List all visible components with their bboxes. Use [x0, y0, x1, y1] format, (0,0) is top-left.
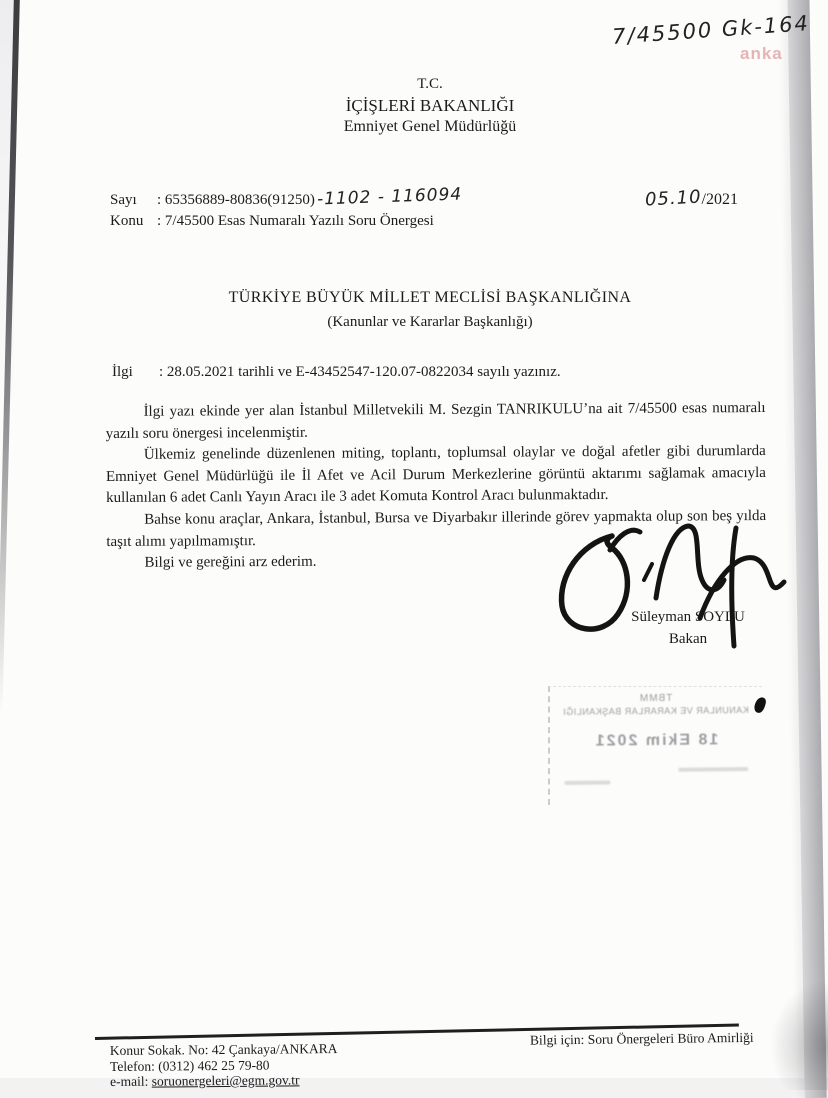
footer-email: soruonergeleri@egm.gov.tr	[151, 1072, 300, 1089]
sayi-label: Sayı	[110, 192, 137, 208]
document-date	[645, 188, 738, 209]
recipient-subtitle: (Kanunlar ve Kararlar Başkanlığı)	[327, 314, 533, 330]
stamp-department: KANUNLAR VE KARARLAR BAŞKANLIĞI	[562, 705, 749, 717]
received-stamp-text	[549, 686, 762, 785]
letterhead-ministry: İÇİŞLERİ BAKANLIĞI	[345, 96, 515, 115]
recipient	[60, 286, 800, 334]
stamp-illegible-line-1	[678, 767, 748, 772]
sayi-row	[110, 184, 463, 211]
signer-title: Bakan	[668, 631, 708, 647]
stamp-date: 18 Ekim 2021	[593, 731, 719, 750]
handwritten-top-note: 7/45500 Gk-164	[611, 11, 811, 49]
scan-edge-right	[787, 0, 826, 1098]
footer-address: Konur Sokak. No: 42 Çankaya/ANKARA	[109, 1041, 338, 1058]
footer-info: Bilgi için: Soru Önergeleri Büro Amirliği	[529, 1029, 754, 1048]
letterhead-directorate: Emniyet Genel Müdürlüğü	[343, 118, 517, 135]
stamp-org: TBMM	[638, 692, 673, 705]
paragraph-3: Bahse konu araçlar, Ankara, İstanbul, Bursa ve Diyarbakır illerinde görev yapmakta olup son beş yılda taşıt alımı yapılmamıştır.	[106, 507, 767, 550]
letterhead	[30, 74, 828, 137]
recipient-title: TÜRKİYE BÜYÜK MİLLET MECLİSİ BAŞKANLIĞINA	[228, 289, 632, 306]
footer-email-line	[110, 1072, 338, 1089]
anka-watermark: anka	[740, 44, 783, 63]
konu-row	[110, 211, 462, 232]
konu-value: : 7/45500 Esas Numaralı Yazılı Soru Önergesi	[157, 213, 434, 229]
konu-label: Konu	[110, 213, 144, 229]
footer-contact	[110, 1041, 338, 1089]
footer-phone: Telefon: (0312) 462 25 79-80	[109, 1057, 270, 1074]
letterhead-tc: T.C.	[417, 76, 443, 92]
paragraph-2: Ülkemiz genelinde düzenlenen miting, toplantı, toplumsal olaylar ve doğal afetler gibi durumlarda Emniyet Genel Müdürlüğü ile İl Afet ve Acil Durum Merkezlerine görüntü aktarımı sağlamak amacıyla kullanılan 6 adet Canlı Yayın Aracı ile 3 adet Komuta Kontrol Aracı bulunmaktadır.	[105, 443, 766, 507]
sayi-value: : 65356889-80836(91250)	[157, 192, 315, 208]
sayi-handwritten-number: -1102 - 116094	[316, 184, 463, 210]
stamp-illegible-line-2	[564, 780, 610, 784]
date-handwritten: 05.10	[644, 186, 703, 211]
document-meta	[110, 184, 463, 232]
reference-line	[112, 364, 561, 381]
paragraph-1: İlgi yazı ekinde yer alan İstanbul Milletvekili M. Sezgin TANRIKULU’na ait 7/45500 esas numaralı yazılı soru önergesi incelenmiştir.	[105, 399, 766, 442]
signer-name: Süleyman SOYLU	[631, 609, 745, 625]
reference-label: İlgi	[112, 364, 133, 380]
reference-value: : 28.05.2021 tarihli ve E-43452547-120.07-0822034 sayılı yazınız.	[159, 364, 561, 380]
signer	[588, 606, 788, 650]
paragraph-closing: Bilgi ve gereğini arz ederim.	[144, 553, 317, 571]
date-year: /2021	[701, 191, 738, 208]
received-stamp	[548, 686, 762, 805]
footer-email-label: e-mail:	[110, 1073, 152, 1089]
